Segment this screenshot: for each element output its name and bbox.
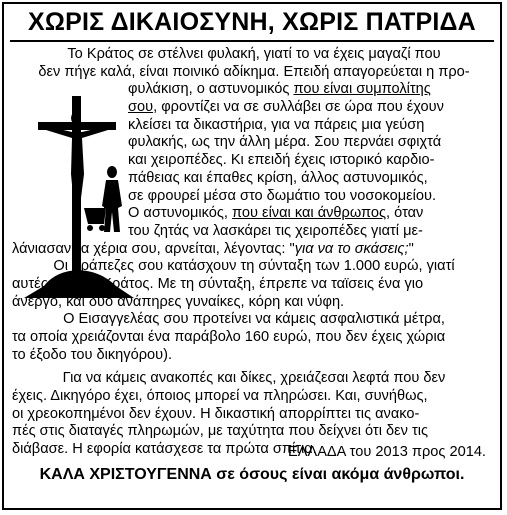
- text-line: οι χρεοκοπημένοι δεν έχουν. Η δικαστική απορρίπτει τις ανακο-: [12, 405, 420, 422]
- text-line: σε φρουρεί μέσα στο δωμάτιο του νοσοκομείου.: [128, 187, 437, 204]
- closing-line: ΚΑΛΑ ΧΡΙΣΤΟΥΓΕΝΝΑ σε όσους είναι ακόμα άνθρωποι.: [39, 466, 465, 483]
- text-run: Ο αστυνομικός,: [128, 205, 233, 222]
- title-divider: [10, 40, 494, 42]
- text-line: του ζητάς να λασκάρει τις χειροπέδες γιατί με-: [128, 222, 423, 239]
- underlined-text: που είναι και άνθρωπος: [232, 205, 387, 222]
- text-line: [12, 99, 496, 117]
- text-line: έχεις. Δικηγόρο έχει, όποιος μπορεί να πληρώσει. Και, συνήθως,: [12, 388, 428, 405]
- text-line: αυτές είναι το Κράτος. Με τη σύνταξη, έπρεπε να ταϊσεις ένα γιο: [12, 275, 424, 292]
- paragraph-banks: [12, 258, 496, 311]
- paragraph-prosecutor: [12, 311, 496, 364]
- text-line: φυλακής, ως την άλλη μέρα. Σου περνάει σφιχτά: [128, 134, 442, 151]
- text-line: διάβασε. Η εφορία κατάσχεσε τα πρώτα σπίτια.: [12, 441, 317, 458]
- text-line: πές στις διαταγές πληρωμών, με ταχύτητα που δείχνει ότι δεν τις: [12, 423, 429, 440]
- underlined-text: που είναι συμπολίτης: [293, 81, 431, 98]
- text-line: Για να κάμεις ανακοπές και δίκες, χρειάζεσαι λεφτά που δεν: [62, 370, 446, 387]
- signature: ΕΛΛΑΔΑ του 2013 προς 2014.: [287, 444, 486, 460]
- article-frame: [2, 2, 502, 510]
- text-line: δεν πήγε καλά, είναι ποινικό αδίκημα. Επειδή απαγορεύεται η προ-: [38, 63, 470, 80]
- page-title: ΧΩΡΙΣ ΔΙΚΑΙΟΣΥΝΗ, ΧΩΡΙΣ ΠΑΤΡΙΔΑ: [28, 8, 476, 36]
- text-line: [12, 241, 496, 259]
- underlined-text: σου: [128, 99, 154, 116]
- text-run: , φροντίζει να σε συλλάβει σε ώρα που έχουν: [153, 99, 444, 116]
- italic-quote: για να το σκάσεις;: [294, 240, 409, 257]
- text-line: το έξοδο του δικηγόρου).: [12, 346, 173, 363]
- paragraph-arrest: [12, 46, 496, 258]
- text-line: πάθειας και έπαθες κρίση, άλλος αστυνομικός,: [128, 169, 428, 186]
- article-body: [12, 46, 496, 459]
- text-line: Ο Εισαγγελέας σου προτείνει να κάμεις ασφαλιστικά μέτρα,: [63, 311, 445, 328]
- text-line: [12, 81, 496, 99]
- text-run: φυλάκιση, ο αστυνομικός: [128, 81, 294, 98]
- text-line: άνεργο, και δυο ανάπηρες γυναίκες, κόρη και νύφη.: [12, 293, 345, 310]
- text-line: κλείσει τα δικαστήρια, για να πάρεις μια γεύση: [128, 116, 425, 133]
- text-run: ": [408, 240, 414, 257]
- text-run: , όταν: [386, 205, 424, 222]
- text-line: τα οποία χρειάζονται ένα παράβολο 160 ευρώ, που δεν έχεις χώρια: [12, 329, 446, 345]
- text-line: [12, 205, 496, 223]
- text-run: λάνιασαν τα χέρια σου, αρνείται, λέγοντας: ": [12, 240, 295, 257]
- text-line: Οι Τράπεζες σου κατάσχουν τη σύνταξη των 1.000 ευρώ, γιατί: [53, 258, 455, 275]
- text-line: και χειροπέδες. Κι επειδή έχεις ιστορικό καρδιο-: [128, 152, 435, 169]
- text-line: Το Κράτος σε στέλνει φυλακή, γιατί το να έχεις μαγαζί που: [67, 46, 441, 62]
